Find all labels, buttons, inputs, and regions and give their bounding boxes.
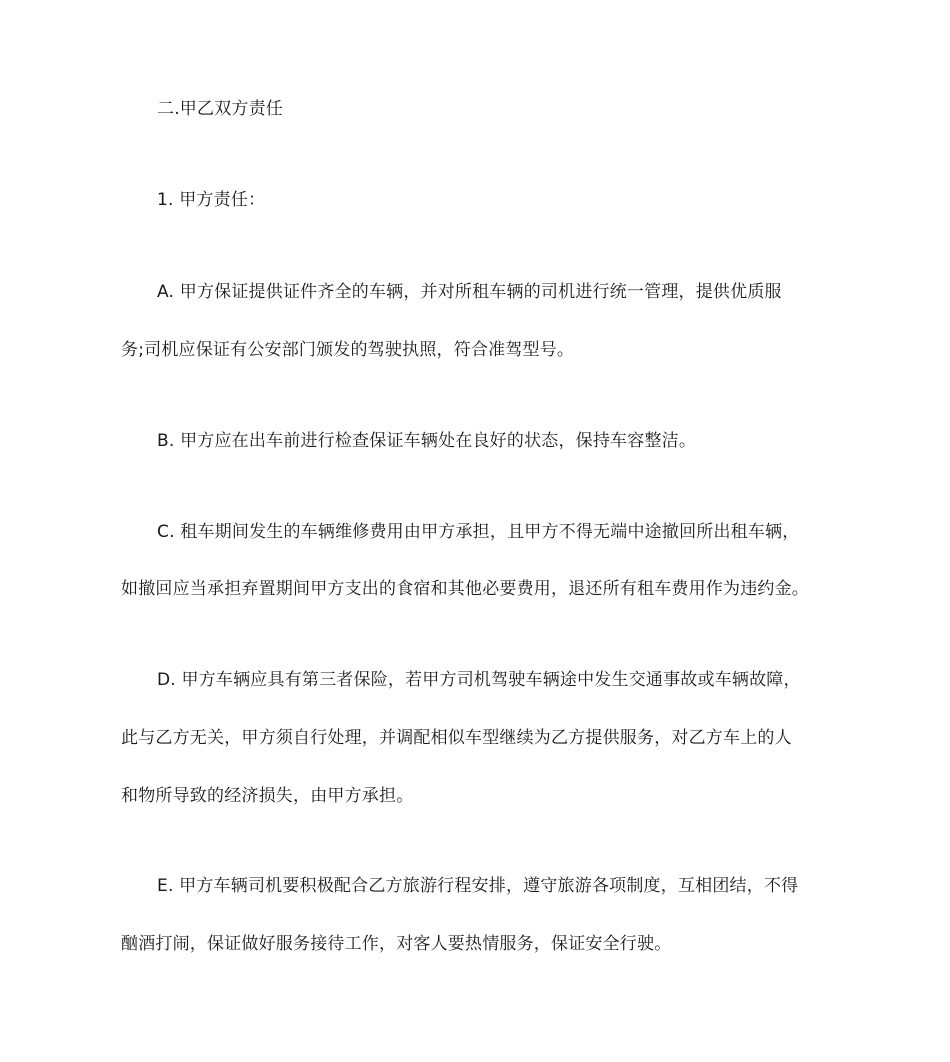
section-heading: 二.甲乙双方责任 bbox=[157, 99, 284, 119]
clause-c-line-2: 如撤回应当承担弃置期间甲方支出的食宿和其他必要费用，退还所有租车费用作为违约金。 bbox=[121, 579, 809, 599]
clause-a-line-2: 务;司机应保证有公安部门颁发的驾驶执照，符合准驾型号。 bbox=[121, 340, 575, 360]
clause-d-line-2: 此与乙方无关，甲方须自行处理，并调配相似车型继续为乙方提供服务，对乙方车上的人 bbox=[121, 728, 792, 748]
subheading: 1. 甲方责任： bbox=[157, 190, 266, 210]
clause-c-line-1: C. 租车期间发生的车辆维修费用由甲方承担，且甲方不得无端中途撤回所出租车辆， bbox=[157, 522, 800, 542]
clause-d-line-1: D. 甲方车辆应具有第三者保险，若甲方司机驾驶车辆途中发生交通事故或车辆故障， bbox=[157, 670, 801, 690]
clause-a-line-1: A. 甲方保证提供证件齐全的车辆，并对所租车辆的司机进行统一管理，提供优质服 bbox=[157, 282, 782, 302]
clause-d-line-3: 和物所导致的经济损失，由甲方承担。 bbox=[121, 786, 414, 806]
clause-e-line-1: E. 甲方车辆司机要积极配合乙方旅游行程安排，遵守旅游各项制度，互相团结，不得 bbox=[157, 876, 799, 896]
clause-b-line-1: B. 甲方应在出车前进行检查保证车辆处在良好的状态，保持车容整洁。 bbox=[157, 431, 697, 451]
clause-e-line-2: 酗酒打闹，保证做好服务接待工作，对客人要热情服务，保证安全行驶。 bbox=[121, 934, 672, 954]
